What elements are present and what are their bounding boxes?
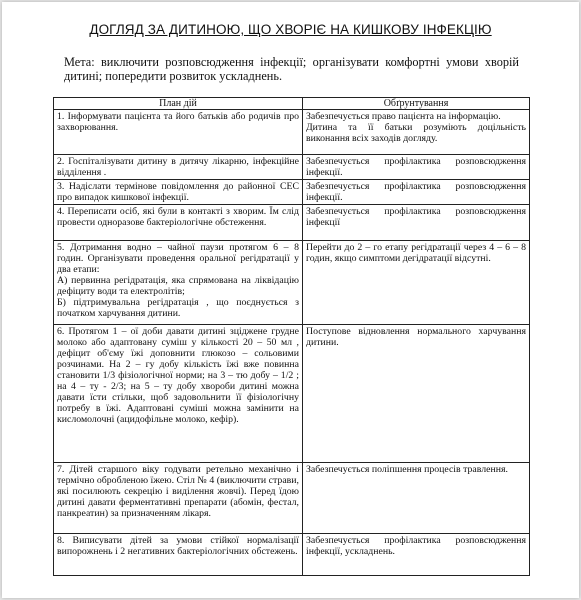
plan-cell: 4. Переписати осіб, які були в контакті з хворим. Їм слід провести одноразове бактеріологічне обстеження. — [54, 205, 303, 241]
plan-cell: 5. Дотримання водно – чайної паузи протягом 6 – 8 годин. Організувати проведення оральної регідратації у два етапи: А) первинна регідратація, яка спрямована на ліквідацію дефіциту води та електролітів; Б) підтримувальна регідратація , що поєднується з початком харчування дитини. — [54, 241, 303, 325]
reason-cell: Поступове відновлення нормального харчування дитини. — [303, 325, 530, 463]
table-header-row — [54, 98, 530, 110]
table-row — [54, 325, 530, 463]
table-row — [54, 534, 530, 576]
plan-cell: 6. Протягом 1 – ої доби давати дитині зціджене грудне молоко або адаптовану суміш у кількості 20 – 50 мл , дефіцит об'єму їжі доповнити глюкозо – сольовими розчинами. На 2 – гу добу кількість їжі вже повинна становити 1/3 фізіологічної норми; на 3 – тю добу – 1/2 ; на 4 – ту - 2/3; на 5 – ту добу хвороби дитині можна давати їсти стільки, щоб задовольнити її фізіологічну потребу в їжі. Адаптовані суміші можна замінити на кисломолочні (ацидофільне молоко, кефір). — [54, 325, 303, 463]
plan-cell: 2. Госпіталізувати дитину в дитячу лікарню, інфекційне відділення . — [54, 155, 303, 180]
plan-cell: 7. Дітей старшого віку годувати ретельно механічно і термічно обробленою їжею. Стіл № 4 (виключити страви, які посилюють секрецію і виділення жовчі). Перед їдою дитині давати ферментативні препарати (абомін, фестал, панкреатин) за призначенням лікаря. — [54, 463, 303, 534]
reason-cell: Забезпечується профілактика розповсюдження інфекції, ускладнень. — [303, 534, 530, 576]
table-row — [54, 205, 530, 241]
reason-cell: Забезпечується профілактика розповсюдження інфекції. — [303, 180, 530, 205]
care-plan-table — [53, 97, 530, 576]
plan-column-header: План дій — [54, 98, 303, 110]
table-row — [54, 463, 530, 534]
reason-column-header: Обґрунтування — [303, 98, 530, 110]
table-row — [54, 110, 530, 155]
plan-cell: 8. Виписувати дітей за умови стійкої нормалізації випорожнень і 2 негативних бактеріологічних обстежень. — [54, 534, 303, 576]
reason-cell: Забезпечується поліпшення процесів травлення. — [303, 463, 530, 534]
table-row — [54, 155, 530, 180]
plan-cell: 1. Інформувати пацієнта та його батьків або родичів про захворювання. — [54, 110, 303, 155]
plan-cell: 3. Надіслати термінове повідомлення до районної СЕС про випадок кишкової інфекції. — [54, 180, 303, 205]
table-row — [54, 241, 530, 325]
table-row — [54, 180, 530, 205]
reason-cell: Забезпечується профілактика розповсюдження інфекції — [303, 205, 530, 241]
document-title: ДОГЛЯД ЗА ДИТИНОЮ, ЩО ХВОРІЄ НА КИШКОВУ ІНФЕКЦІЮ — [89, 22, 492, 37]
reason-cell: Перейти до 2 – го етапу регідратації через 4 – 6 – 8 годин, якщо симптоми дегідратації відсутні. — [303, 241, 530, 325]
goal-paragraph: Мета: виключити розповсюдження інфекції; організувати комфортні умови хворій дитині; попередити розвиток ускладнень. — [64, 55, 519, 83]
document-page — [2, 2, 579, 598]
reason-cell: Забезпечується профілактика розповсюдження інфекції. — [303, 155, 530, 180]
reason-cell: Забезпечується право пацієнта на інформацію. Дитина та її батьки розуміють доцільність виконання всіх заходів догляду. — [303, 110, 530, 155]
